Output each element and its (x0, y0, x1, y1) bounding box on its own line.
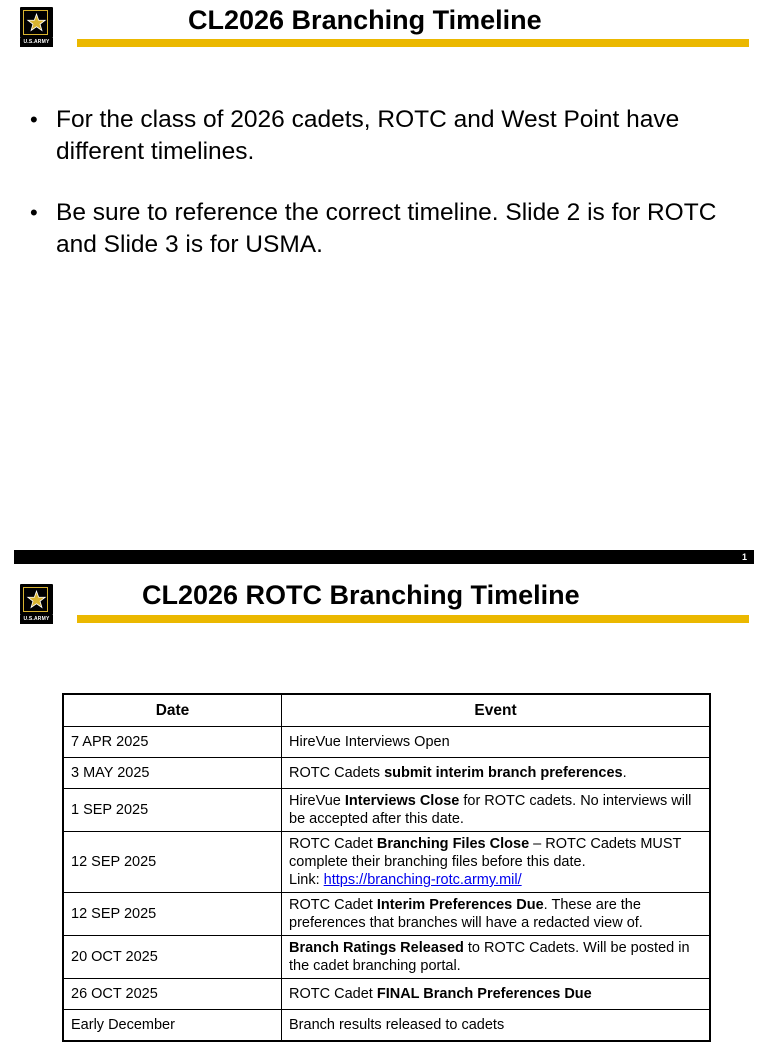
header-event: Event (282, 694, 711, 727)
event-text: ROTC Cadet (289, 986, 377, 1002)
bullet-icon: • (30, 200, 38, 225)
date-cell: Early December (63, 1010, 282, 1042)
bullet-list (30, 104, 730, 290)
event-cell (282, 758, 711, 789)
event-emphasis-text: FINAL Branch Preferences Due (376, 986, 592, 1002)
logo-text: U.S.ARMY (20, 615, 53, 624)
event-text: Branch results released to cadets (289, 1017, 505, 1033)
event-emphasis-text: Interim Preferences Due (376, 897, 544, 913)
event-emphasis-text: Interviews Close (344, 793, 460, 809)
army-star-logo-icon (20, 584, 53, 624)
date-cell: 3 MAY 2025 (63, 758, 282, 789)
date-cell: 12 SEP 2025 (63, 832, 282, 893)
title-underline-bar (77, 615, 749, 623)
table-body (63, 727, 710, 1042)
event-text: HireVue Interviews Open (289, 734, 450, 750)
event-emphasis-text: submit interim branch preferences (384, 765, 623, 781)
date-cell: 20 OCT 2025 (63, 936, 282, 979)
date-cell: 26 OCT 2025 (63, 979, 282, 1010)
event-text: – ROTC Cadets MUST complete their branching files before this date. (289, 836, 682, 870)
bullet-text: For the class of 2026 cadets, ROTC and West Point have different timelines. (56, 106, 680, 165)
event-cell (282, 1010, 711, 1042)
header-date: Date (63, 694, 282, 727)
bullet-text: Be sure to reference the correct timeline. Slide 2 is for ROTC and Slide 3 is for USMA. (56, 199, 717, 258)
table-row (63, 789, 710, 832)
timeline-table (62, 693, 711, 1042)
table-row (63, 893, 710, 936)
event-text: . (622, 765, 627, 781)
page-number: 1 (741, 552, 747, 562)
event-cell (282, 789, 711, 832)
table-row (63, 758, 710, 789)
slide-title: CL2026 Branching Timeline (188, 5, 542, 35)
date-cell: 7 APR 2025 (63, 727, 282, 758)
date-cell: 1 SEP 2025 (63, 789, 282, 832)
event-cell (282, 979, 711, 1010)
table-header-row (63, 694, 710, 727)
bullet-item (30, 104, 730, 168)
event-text: ROTC Cadet (289, 897, 377, 913)
branching-portal-link[interactable]: https://branching-rotc.army.mil/ (323, 872, 522, 888)
event-cell (282, 727, 711, 758)
event-cell (282, 936, 711, 979)
event-cell (282, 893, 711, 936)
slide-title: CL2026 ROTC Branching Timeline (142, 580, 580, 610)
event-emphasis-text: Branch Ratings Released (289, 940, 464, 956)
title-underline-bar (77, 39, 749, 47)
date-cell: 12 SEP 2025 (63, 893, 282, 936)
table-row (63, 1010, 710, 1042)
event-text: ROTC Cadets (289, 765, 385, 781)
table-row (63, 727, 710, 758)
event-text: . These are the preferences that branches will have a redacted view of. (289, 897, 643, 931)
bullet-item (30, 197, 730, 261)
table-row (63, 979, 710, 1010)
event-text: to ROTC Cadets. Will be posted in the cadet branching portal. (289, 940, 690, 974)
bullet-icon: • (30, 107, 38, 132)
slide-footer-bar (14, 550, 754, 564)
event-text: ROTC Cadet (289, 836, 377, 852)
event-text: for ROTC cadets. No interviews will be accepted after this date. (289, 793, 692, 827)
event-text: Link: (289, 872, 324, 888)
event-emphasis-text: Branching Files Close (376, 836, 530, 852)
event-text: HireVue (289, 793, 345, 809)
table-row (63, 936, 710, 979)
logo-text: U.S.ARMY (20, 38, 53, 47)
table-row (63, 832, 710, 893)
event-cell (282, 832, 711, 893)
army-star-logo-icon (20, 7, 53, 47)
